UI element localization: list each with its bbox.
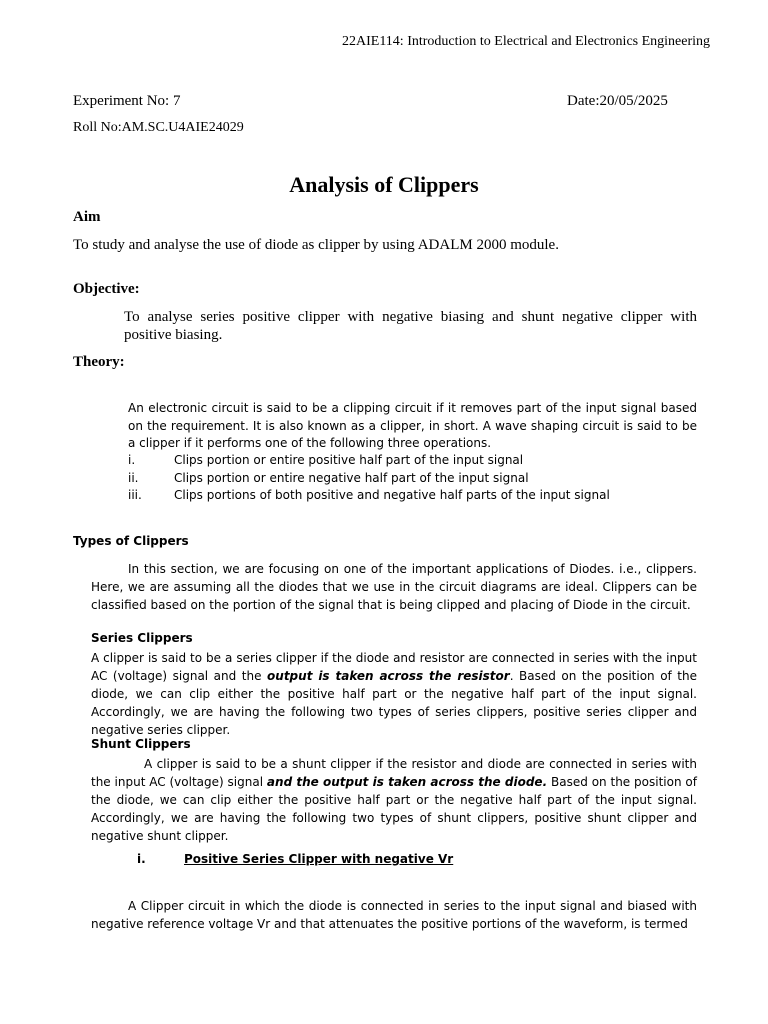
types-paragraph: In this section, we are focusing on one of the important applications of Diodes. i.e., clippers. Here, we are assuming all the diodes that we use in the circuit diagrams are ideal. Clippers can be classified based on the portion of the signal that is being clipped and placing of Diode in the circuit. — [91, 562, 697, 612]
list-item-text: Clips portion or entire positive half part of the input signal — [174, 453, 524, 467]
theory-intro: An electronic circuit is said to be a clipping circuit if it removes part of the input signal based on the requirement. It is also known as a clipper, in short. A wave shaping circuit is said to be a clipper if it performs one of the following three operations. — [128, 401, 697, 450]
objective-heading: Objective: — [73, 281, 140, 297]
series-emphasis: output is taken across the resistor — [267, 669, 510, 683]
shunt-text-before: A clipper is said to be a shunt clipper if the resistor and diode are connected in series with the input AC (voltage) signal — [91, 757, 697, 789]
document-title: Analysis of Clippers — [289, 172, 479, 197]
shunt-emphasis: and the output is taken across the diode. — [266, 775, 548, 789]
experiment-date: Date:20/05/2025 — [567, 93, 668, 109]
types-heading: Types of Clippers — [73, 534, 189, 548]
experiment-number: Experiment No: 7 — [73, 93, 181, 109]
list-item-number: iii. — [128, 488, 142, 502]
theory-operations-list — [128, 452, 697, 505]
series-text-before: A clipper is said to be a series clipper if the diode and resistor are connected in series with the input AC (voltage) signal and the — [91, 651, 697, 683]
list-item-number: ii. — [128, 470, 139, 485]
subsection-number: i. — [137, 852, 146, 866]
aim-heading: Aim — [73, 209, 101, 225]
series-clippers-paragraph — [91, 649, 697, 739]
shunt-clippers-heading: Shunt Clippers — [91, 737, 191, 751]
aim-text: To study and analyse the use of diode as clipper by using ADALM 2000 module. — [73, 237, 559, 253]
series-text-after: . Based on the position of the diode, we can clip either the positive half part or the negative half part of the input signal. Accordingly, we are having the following two types of series clippers, positive series clipper and negative series clipper. — [91, 669, 697, 737]
list-item — [128, 487, 697, 505]
objective-text: To analyse series positive clipper with negative biasing and shunt negative clipper with positive biasing. — [124, 309, 697, 343]
series-clippers-heading: Series Clippers — [91, 631, 193, 645]
list-item — [128, 470, 697, 488]
list-item-number: i. — [128, 453, 136, 467]
roll-number: Roll No:AM.SC.U4AIE24029 — [73, 120, 244, 135]
list-item-text: Clips portion or entire negative half part of the input signal — [174, 470, 529, 485]
shunt-text-after: Based on the position of the diode, we can clip either the positive half part or the negative half part of the input signal. Accordingly, we are having the following two types of shunt clippers, positive shunt clipper and negative shunt clipper. — [91, 775, 697, 843]
list-item — [128, 452, 697, 470]
subsection-title: Positive Series Clipper with negative Vr — [184, 852, 454, 866]
theory-heading: Theory: — [73, 354, 125, 370]
subsection-paragraph: A Clipper circuit in which the diode is connected in series to the input signal and biased with negative reference voltage Vr and that attenuates the positive portions of the waveform, is termed — [91, 899, 697, 931]
list-item-text: Clips portions of both positive and negative half parts of the input signal — [174, 488, 610, 502]
shunt-clippers-paragraph — [91, 755, 697, 845]
course-header: 22AIE114: Introduction to Electrical and Electronics Engineering — [342, 34, 711, 49]
